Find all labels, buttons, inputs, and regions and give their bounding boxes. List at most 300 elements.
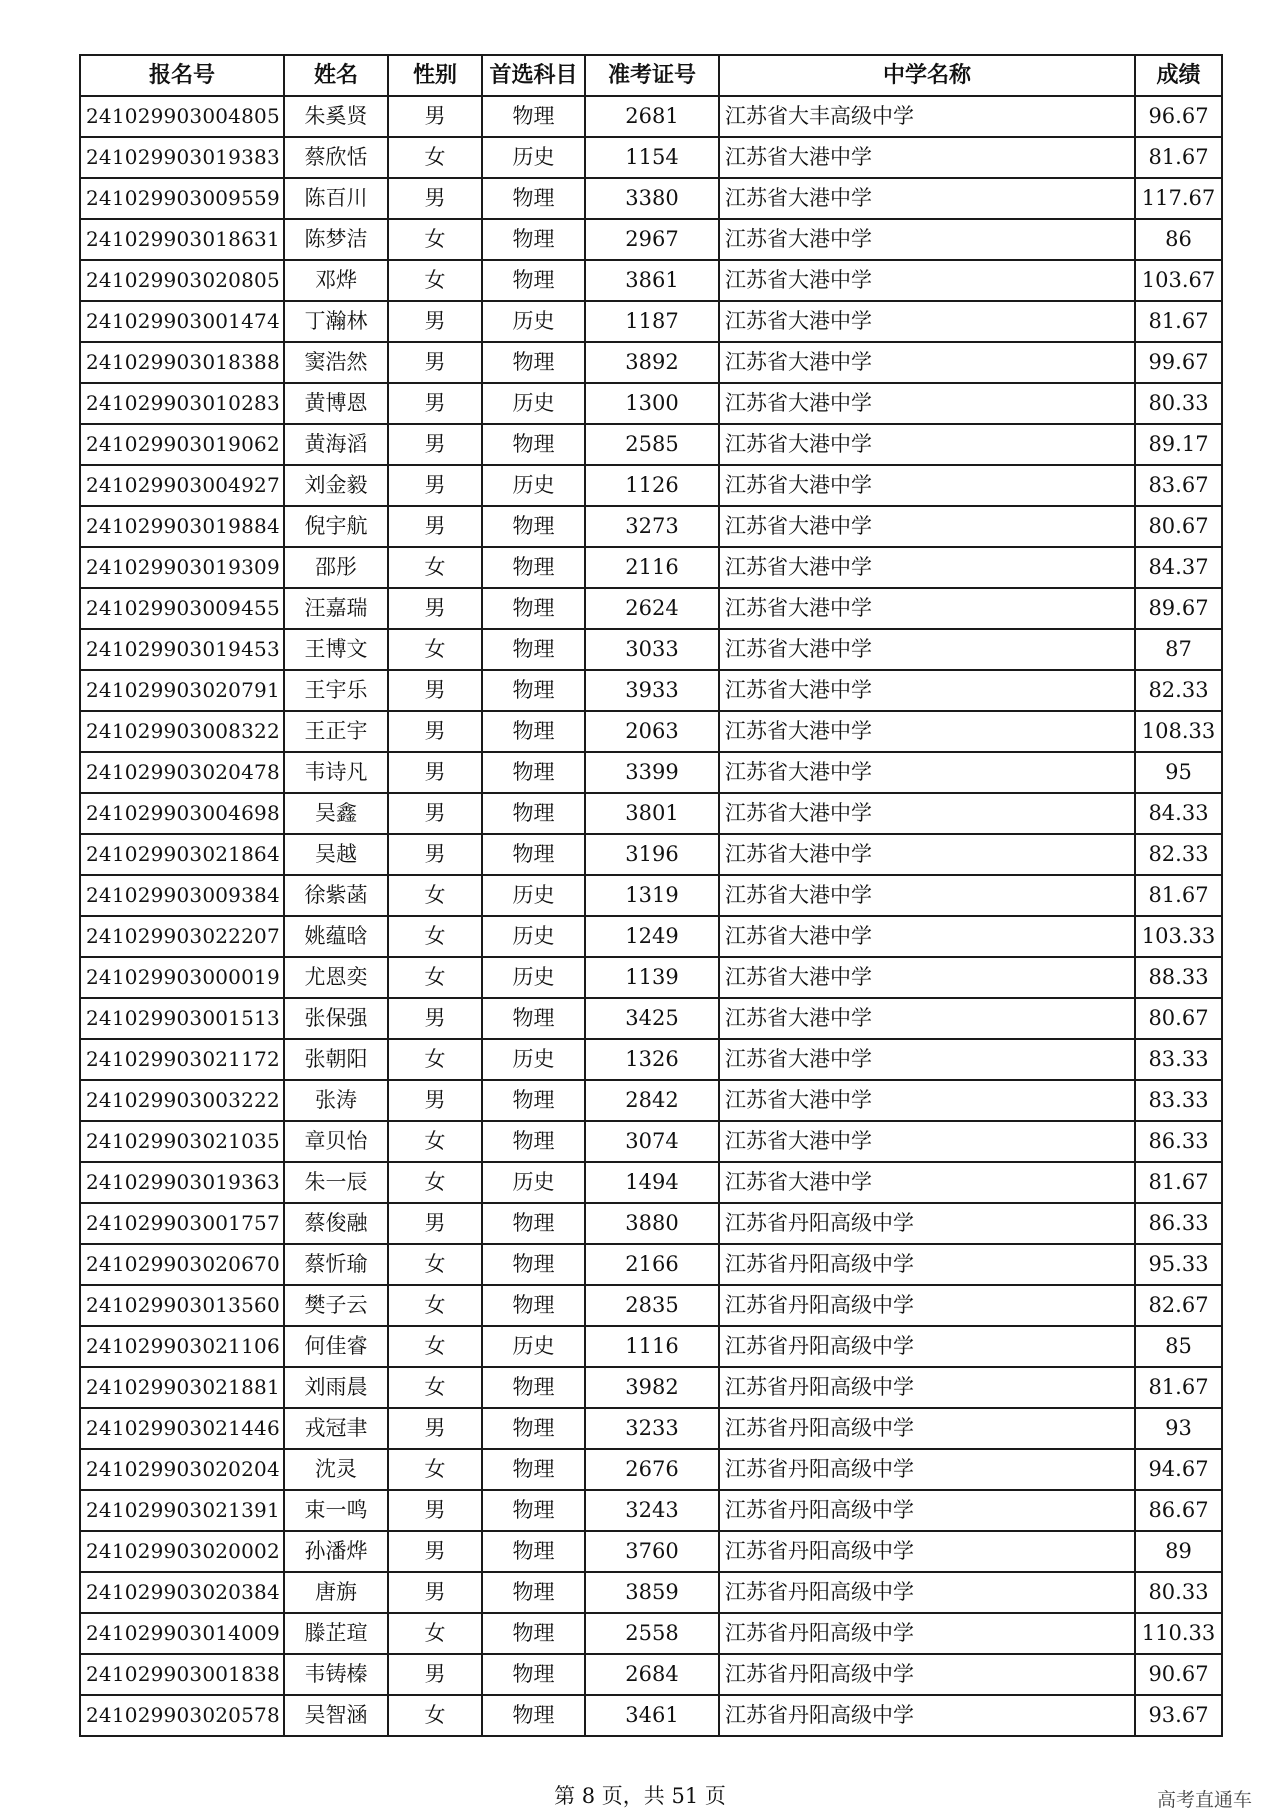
cell-gender: 男 [388, 1408, 482, 1449]
cell-name: 朱一辰 [284, 1162, 388, 1203]
table-row [80, 998, 1222, 1039]
header-subject: 首选科目 [482, 55, 585, 96]
cell-name: 孙潘烨 [284, 1531, 388, 1572]
cell-reg-no: 241029903022207 [80, 916, 284, 957]
cell-exam-no: 3801 [585, 793, 719, 834]
table-row [80, 383, 1222, 424]
table-row [80, 1367, 1222, 1408]
header-school: 中学名称 [719, 55, 1135, 96]
table-row [80, 670, 1222, 711]
table-row [80, 1121, 1222, 1162]
cell-reg-no: 241029903018631 [80, 219, 284, 260]
cell-reg-no: 241029903021172 [80, 1039, 284, 1080]
cell-subject: 物理 [482, 342, 585, 383]
cell-subject: 历史 [482, 916, 585, 957]
cell-name: 朱奚贤 [284, 96, 388, 137]
cell-score: 99.67 [1135, 342, 1222, 383]
cell-reg-no: 241029903020002 [80, 1531, 284, 1572]
cell-gender: 男 [388, 670, 482, 711]
cell-reg-no: 241029903004805 [80, 96, 284, 137]
table-header-row [80, 55, 1222, 96]
cell-name: 吴鑫 [284, 793, 388, 834]
cell-name: 戎冠聿 [284, 1408, 388, 1449]
cell-score: 89 [1135, 1531, 1222, 1572]
cell-exam-no: 3196 [585, 834, 719, 875]
table-row [80, 588, 1222, 629]
cell-gender: 女 [388, 1121, 482, 1162]
table-row [80, 342, 1222, 383]
cell-gender: 女 [388, 547, 482, 588]
cell-exam-no: 1116 [585, 1326, 719, 1367]
cell-name: 窦浩然 [284, 342, 388, 383]
table-row [80, 1080, 1222, 1121]
table-row [80, 1408, 1222, 1449]
cell-reg-no: 241029903003222 [80, 1080, 284, 1121]
cell-reg-no: 241029903019453 [80, 629, 284, 670]
watermark: 高考直通车 [1156, 1789, 1252, 1811]
table-row [80, 424, 1222, 465]
cell-score: 94.67 [1135, 1449, 1222, 1490]
cell-reg-no: 241029903014009 [80, 1613, 284, 1654]
cell-school: 江苏省丹阳高级中学 [719, 1490, 1135, 1531]
cell-subject: 物理 [482, 547, 585, 588]
cell-name: 陈梦洁 [284, 219, 388, 260]
cell-subject: 物理 [482, 1654, 585, 1695]
cell-name: 邵彤 [284, 547, 388, 588]
cell-reg-no: 241029903001513 [80, 998, 284, 1039]
cell-exam-no: 3461 [585, 1695, 719, 1736]
cell-subject: 物理 [482, 506, 585, 547]
cell-school: 江苏省丹阳高级中学 [719, 1531, 1135, 1572]
cell-score: 95.33 [1135, 1244, 1222, 1285]
table-row [80, 96, 1222, 137]
cell-score: 82.33 [1135, 834, 1222, 875]
cell-exam-no: 2684 [585, 1654, 719, 1695]
cell-gender: 男 [388, 588, 482, 629]
cell-school: 江苏省大港中学 [719, 916, 1135, 957]
cell-exam-no: 2116 [585, 547, 719, 588]
table-row [80, 506, 1222, 547]
cell-score: 103.33 [1135, 916, 1222, 957]
table-row [80, 834, 1222, 875]
cell-score: 80.33 [1135, 383, 1222, 424]
cell-subject: 历史 [482, 301, 585, 342]
cell-score: 81.67 [1135, 1367, 1222, 1408]
cell-score: 80.33 [1135, 1572, 1222, 1613]
cell-name: 张保强 [284, 998, 388, 1039]
cell-exam-no: 2585 [585, 424, 719, 465]
cell-subject: 物理 [482, 1613, 585, 1654]
cell-exam-no: 3425 [585, 998, 719, 1039]
cell-name: 蔡忻瑜 [284, 1244, 388, 1285]
score-sheet [79, 54, 1221, 1737]
cell-reg-no: 241029903020384 [80, 1572, 284, 1613]
header-exam-no: 准考证号 [585, 55, 719, 96]
cell-school: 江苏省大港中学 [719, 219, 1135, 260]
cell-subject: 物理 [482, 96, 585, 137]
cell-gender: 男 [388, 96, 482, 137]
cell-reg-no: 241029903019363 [80, 1162, 284, 1203]
cell-exam-no: 3933 [585, 670, 719, 711]
cell-name: 唐旃 [284, 1572, 388, 1613]
cell-gender: 男 [388, 1572, 482, 1613]
cell-gender: 女 [388, 629, 482, 670]
cell-gender: 女 [388, 1449, 482, 1490]
cell-name: 王博文 [284, 629, 388, 670]
table-row [80, 547, 1222, 588]
cell-subject: 历史 [482, 957, 585, 998]
table-row [80, 1244, 1222, 1285]
score-table [79, 54, 1223, 1737]
cell-gender: 女 [388, 957, 482, 998]
cell-reg-no: 241029903020805 [80, 260, 284, 301]
cell-exam-no: 3074 [585, 1121, 719, 1162]
cell-exam-no: 2967 [585, 219, 719, 260]
cell-school: 江苏省丹阳高级中学 [719, 1326, 1135, 1367]
cell-school: 江苏省丹阳高级中学 [719, 1654, 1135, 1695]
cell-gender: 男 [388, 342, 482, 383]
cell-exam-no: 2624 [585, 588, 719, 629]
cell-gender: 男 [388, 1654, 482, 1695]
cell-gender: 男 [388, 506, 482, 547]
cell-name: 黄博恩 [284, 383, 388, 424]
cell-subject: 历史 [482, 465, 585, 506]
cell-gender: 男 [388, 1531, 482, 1572]
cell-school: 江苏省大港中学 [719, 547, 1135, 588]
cell-score: 81.67 [1135, 1162, 1222, 1203]
cell-school: 江苏省大港中学 [719, 506, 1135, 547]
cell-reg-no: 241029903013560 [80, 1285, 284, 1326]
cell-reg-no: 241029903001838 [80, 1654, 284, 1695]
header-score: 成绩 [1135, 55, 1222, 96]
cell-school: 江苏省大港中学 [719, 1039, 1135, 1080]
cell-reg-no: 241029903021391 [80, 1490, 284, 1531]
cell-name: 倪宇航 [284, 506, 388, 547]
header-name: 姓名 [284, 55, 388, 96]
cell-subject: 物理 [482, 1244, 585, 1285]
cell-school: 江苏省大港中学 [719, 465, 1135, 506]
cell-subject: 物理 [482, 670, 585, 711]
cell-gender: 男 [388, 383, 482, 424]
cell-reg-no: 241029903010283 [80, 383, 284, 424]
header-gender: 性别 [388, 55, 482, 96]
cell-school: 江苏省丹阳高级中学 [719, 1367, 1135, 1408]
cell-school: 江苏省大港中学 [719, 588, 1135, 629]
cell-exam-no: 1154 [585, 137, 719, 178]
cell-gender: 女 [388, 260, 482, 301]
cell-exam-no: 3859 [585, 1572, 719, 1613]
cell-exam-no: 2063 [585, 711, 719, 752]
cell-exam-no: 3861 [585, 260, 719, 301]
cell-exam-no: 1126 [585, 465, 719, 506]
cell-gender: 男 [388, 1490, 482, 1531]
cell-school: 江苏省丹阳高级中学 [719, 1244, 1135, 1285]
cell-score: 86.67 [1135, 1490, 1222, 1531]
cell-name: 张朝阳 [284, 1039, 388, 1080]
cell-score: 81.67 [1135, 137, 1222, 178]
cell-subject: 物理 [482, 711, 585, 752]
table-row [80, 1613, 1222, 1654]
table-row [80, 1449, 1222, 1490]
cell-name: 吴越 [284, 834, 388, 875]
cell-reg-no: 241029903019383 [80, 137, 284, 178]
table-body [80, 96, 1222, 1736]
cell-school: 江苏省大港中学 [719, 711, 1135, 752]
cell-score: 83.67 [1135, 465, 1222, 506]
cell-school: 江苏省丹阳高级中学 [719, 1203, 1135, 1244]
cell-score: 84.37 [1135, 547, 1222, 588]
cell-exam-no: 3982 [585, 1367, 719, 1408]
table-row [80, 1203, 1222, 1244]
cell-exam-no: 1300 [585, 383, 719, 424]
cell-reg-no: 241029903018388 [80, 342, 284, 383]
cell-score: 93.67 [1135, 1695, 1222, 1736]
cell-gender: 女 [388, 219, 482, 260]
cell-subject: 物理 [482, 793, 585, 834]
cell-subject: 物理 [482, 219, 585, 260]
cell-exam-no: 3380 [585, 178, 719, 219]
cell-subject: 物理 [482, 1695, 585, 1736]
table-row [80, 465, 1222, 506]
cell-name: 韦诗凡 [284, 752, 388, 793]
cell-subject: 物理 [482, 1121, 585, 1162]
cell-score: 86 [1135, 219, 1222, 260]
cell-reg-no: 241029903020478 [80, 752, 284, 793]
cell-subject: 物理 [482, 260, 585, 301]
cell-school: 江苏省大港中学 [719, 957, 1135, 998]
header-reg-no: 报名号 [80, 55, 284, 96]
cell-gender: 女 [388, 1244, 482, 1285]
table-row [80, 1695, 1222, 1736]
table-row [80, 1654, 1222, 1695]
cell-gender: 男 [388, 752, 482, 793]
cell-gender: 女 [388, 916, 482, 957]
cell-name: 刘金毅 [284, 465, 388, 506]
cell-reg-no: 241029903019309 [80, 547, 284, 588]
cell-name: 韦铸榛 [284, 1654, 388, 1695]
cell-reg-no: 241029903000019 [80, 957, 284, 998]
cell-score: 82.67 [1135, 1285, 1222, 1326]
cell-school: 江苏省丹阳高级中学 [719, 1613, 1135, 1654]
cell-subject: 物理 [482, 1408, 585, 1449]
cell-exam-no: 3233 [585, 1408, 719, 1449]
cell-name: 姚蕴晗 [284, 916, 388, 957]
cell-gender: 女 [388, 1695, 482, 1736]
cell-reg-no: 241029903020204 [80, 1449, 284, 1490]
cell-subject: 物理 [482, 178, 585, 219]
cell-name: 沈灵 [284, 1449, 388, 1490]
cell-exam-no: 1319 [585, 875, 719, 916]
cell-exam-no: 3273 [585, 506, 719, 547]
cell-gender: 男 [388, 1080, 482, 1121]
cell-exam-no: 3760 [585, 1531, 719, 1572]
cell-subject: 历史 [482, 875, 585, 916]
cell-name: 章贝怡 [284, 1121, 388, 1162]
cell-score: 117.67 [1135, 178, 1222, 219]
cell-school: 江苏省大港中学 [719, 1121, 1135, 1162]
cell-gender: 男 [388, 711, 482, 752]
cell-school: 江苏省大港中学 [719, 383, 1135, 424]
cell-school: 江苏省大港中学 [719, 670, 1135, 711]
cell-reg-no: 241029903009559 [80, 178, 284, 219]
cell-school: 江苏省大丰高级中学 [719, 96, 1135, 137]
cell-subject: 历史 [482, 1162, 585, 1203]
cell-name: 蔡俊融 [284, 1203, 388, 1244]
cell-exam-no: 1139 [585, 957, 719, 998]
cell-name: 吴智涵 [284, 1695, 388, 1736]
cell-exam-no: 2558 [585, 1613, 719, 1654]
cell-exam-no: 2166 [585, 1244, 719, 1285]
cell-subject: 物理 [482, 834, 585, 875]
cell-school: 江苏省丹阳高级中学 [719, 1449, 1135, 1490]
cell-subject: 物理 [482, 1449, 585, 1490]
cell-score: 85 [1135, 1326, 1222, 1367]
cell-gender: 男 [388, 465, 482, 506]
cell-school: 江苏省大港中学 [719, 301, 1135, 342]
cell-school: 江苏省大港中学 [719, 178, 1135, 219]
cell-subject: 物理 [482, 588, 585, 629]
cell-reg-no: 241029903021106 [80, 1326, 284, 1367]
cell-exam-no: 1249 [585, 916, 719, 957]
cell-name: 王正宇 [284, 711, 388, 752]
table-row [80, 219, 1222, 260]
cell-gender: 男 [388, 998, 482, 1039]
cell-subject: 历史 [482, 137, 585, 178]
cell-subject: 物理 [482, 1531, 585, 1572]
cell-subject: 物理 [482, 1080, 585, 1121]
cell-score: 83.33 [1135, 1080, 1222, 1121]
cell-school: 江苏省大港中学 [719, 1080, 1135, 1121]
table-row [80, 1326, 1222, 1367]
cell-gender: 女 [388, 1162, 482, 1203]
cell-score: 110.33 [1135, 1613, 1222, 1654]
cell-school: 江苏省大港中学 [719, 260, 1135, 301]
table-row [80, 1490, 1222, 1531]
cell-exam-no: 2681 [585, 96, 719, 137]
cell-reg-no: 241029903004927 [80, 465, 284, 506]
cell-name: 邓烨 [284, 260, 388, 301]
cell-score: 86.33 [1135, 1121, 1222, 1162]
cell-exam-no: 3243 [585, 1490, 719, 1531]
table-row [80, 916, 1222, 957]
table-row [80, 1162, 1222, 1203]
cell-name: 刘雨晨 [284, 1367, 388, 1408]
cell-score: 95 [1135, 752, 1222, 793]
cell-name: 陈百川 [284, 178, 388, 219]
cell-score: 89.17 [1135, 424, 1222, 465]
cell-subject: 物理 [482, 998, 585, 1039]
cell-name: 滕芷瑄 [284, 1613, 388, 1654]
cell-school: 江苏省大港中学 [719, 793, 1135, 834]
cell-score: 83.33 [1135, 1039, 1222, 1080]
table-row [80, 711, 1222, 752]
cell-reg-no: 241029903001757 [80, 1203, 284, 1244]
cell-gender: 女 [388, 1613, 482, 1654]
cell-reg-no: 241029903020578 [80, 1695, 284, 1736]
cell-subject: 历史 [482, 1326, 585, 1367]
cell-gender: 男 [388, 834, 482, 875]
cell-score: 90.67 [1135, 1654, 1222, 1695]
table-row [80, 629, 1222, 670]
cell-subject: 物理 [482, 752, 585, 793]
cell-name: 张涛 [284, 1080, 388, 1121]
cell-gender: 男 [388, 793, 482, 834]
table-row [80, 1531, 1222, 1572]
cell-score: 81.67 [1135, 301, 1222, 342]
cell-score: 87 [1135, 629, 1222, 670]
cell-subject: 历史 [482, 1039, 585, 1080]
cell-school: 江苏省丹阳高级中学 [719, 1285, 1135, 1326]
cell-name: 黄海滔 [284, 424, 388, 465]
cell-reg-no: 241029903021446 [80, 1408, 284, 1449]
cell-school: 江苏省丹阳高级中学 [719, 1408, 1135, 1449]
cell-reg-no: 241029903009455 [80, 588, 284, 629]
cell-name: 丁瀚林 [284, 301, 388, 342]
cell-school: 江苏省大港中学 [719, 629, 1135, 670]
cell-reg-no: 241029903021881 [80, 1367, 284, 1408]
cell-exam-no: 3880 [585, 1203, 719, 1244]
cell-gender: 男 [388, 301, 482, 342]
table-row [80, 1572, 1222, 1613]
table-row [80, 957, 1222, 998]
cell-score: 96.67 [1135, 96, 1222, 137]
table-row [80, 752, 1222, 793]
cell-name: 束一鸣 [284, 1490, 388, 1531]
cell-subject: 历史 [482, 383, 585, 424]
table-row [80, 1285, 1222, 1326]
table-row [80, 875, 1222, 916]
cell-exam-no: 3892 [585, 342, 719, 383]
cell-reg-no: 241029903008322 [80, 711, 284, 752]
cell-score: 80.67 [1135, 998, 1222, 1039]
cell-school: 江苏省大港中学 [719, 424, 1135, 465]
cell-exam-no: 1494 [585, 1162, 719, 1203]
cell-gender: 女 [388, 1285, 482, 1326]
cell-subject: 物理 [482, 1490, 585, 1531]
cell-exam-no: 2842 [585, 1080, 719, 1121]
page-number: 第 8 页，共 51 页 [554, 1784, 726, 1808]
table-row [80, 793, 1222, 834]
cell-score: 108.33 [1135, 711, 1222, 752]
cell-reg-no: 241029903001474 [80, 301, 284, 342]
cell-score: 84.33 [1135, 793, 1222, 834]
cell-exam-no: 3033 [585, 629, 719, 670]
cell-name: 尤恩奕 [284, 957, 388, 998]
cell-gender: 男 [388, 178, 482, 219]
cell-reg-no: 241029903021864 [80, 834, 284, 875]
cell-score: 88.33 [1135, 957, 1222, 998]
cell-exam-no: 3399 [585, 752, 719, 793]
cell-school: 江苏省大港中学 [719, 1162, 1135, 1203]
cell-subject: 物理 [482, 1203, 585, 1244]
cell-school: 江苏省大港中学 [719, 998, 1135, 1039]
cell-reg-no: 241029903021035 [80, 1121, 284, 1162]
cell-score: 86.33 [1135, 1203, 1222, 1244]
cell-name: 樊子云 [284, 1285, 388, 1326]
table-row [80, 137, 1222, 178]
cell-school: 江苏省大港中学 [719, 834, 1135, 875]
cell-subject: 物理 [482, 1572, 585, 1613]
cell-exam-no: 2835 [585, 1285, 719, 1326]
cell-school: 江苏省丹阳高级中学 [719, 1572, 1135, 1613]
cell-gender: 女 [388, 875, 482, 916]
table-row [80, 260, 1222, 301]
table-row [80, 1039, 1222, 1080]
cell-subject: 物理 [482, 1367, 585, 1408]
cell-score: 103.67 [1135, 260, 1222, 301]
cell-school: 江苏省大港中学 [719, 137, 1135, 178]
cell-reg-no: 241029903004698 [80, 793, 284, 834]
